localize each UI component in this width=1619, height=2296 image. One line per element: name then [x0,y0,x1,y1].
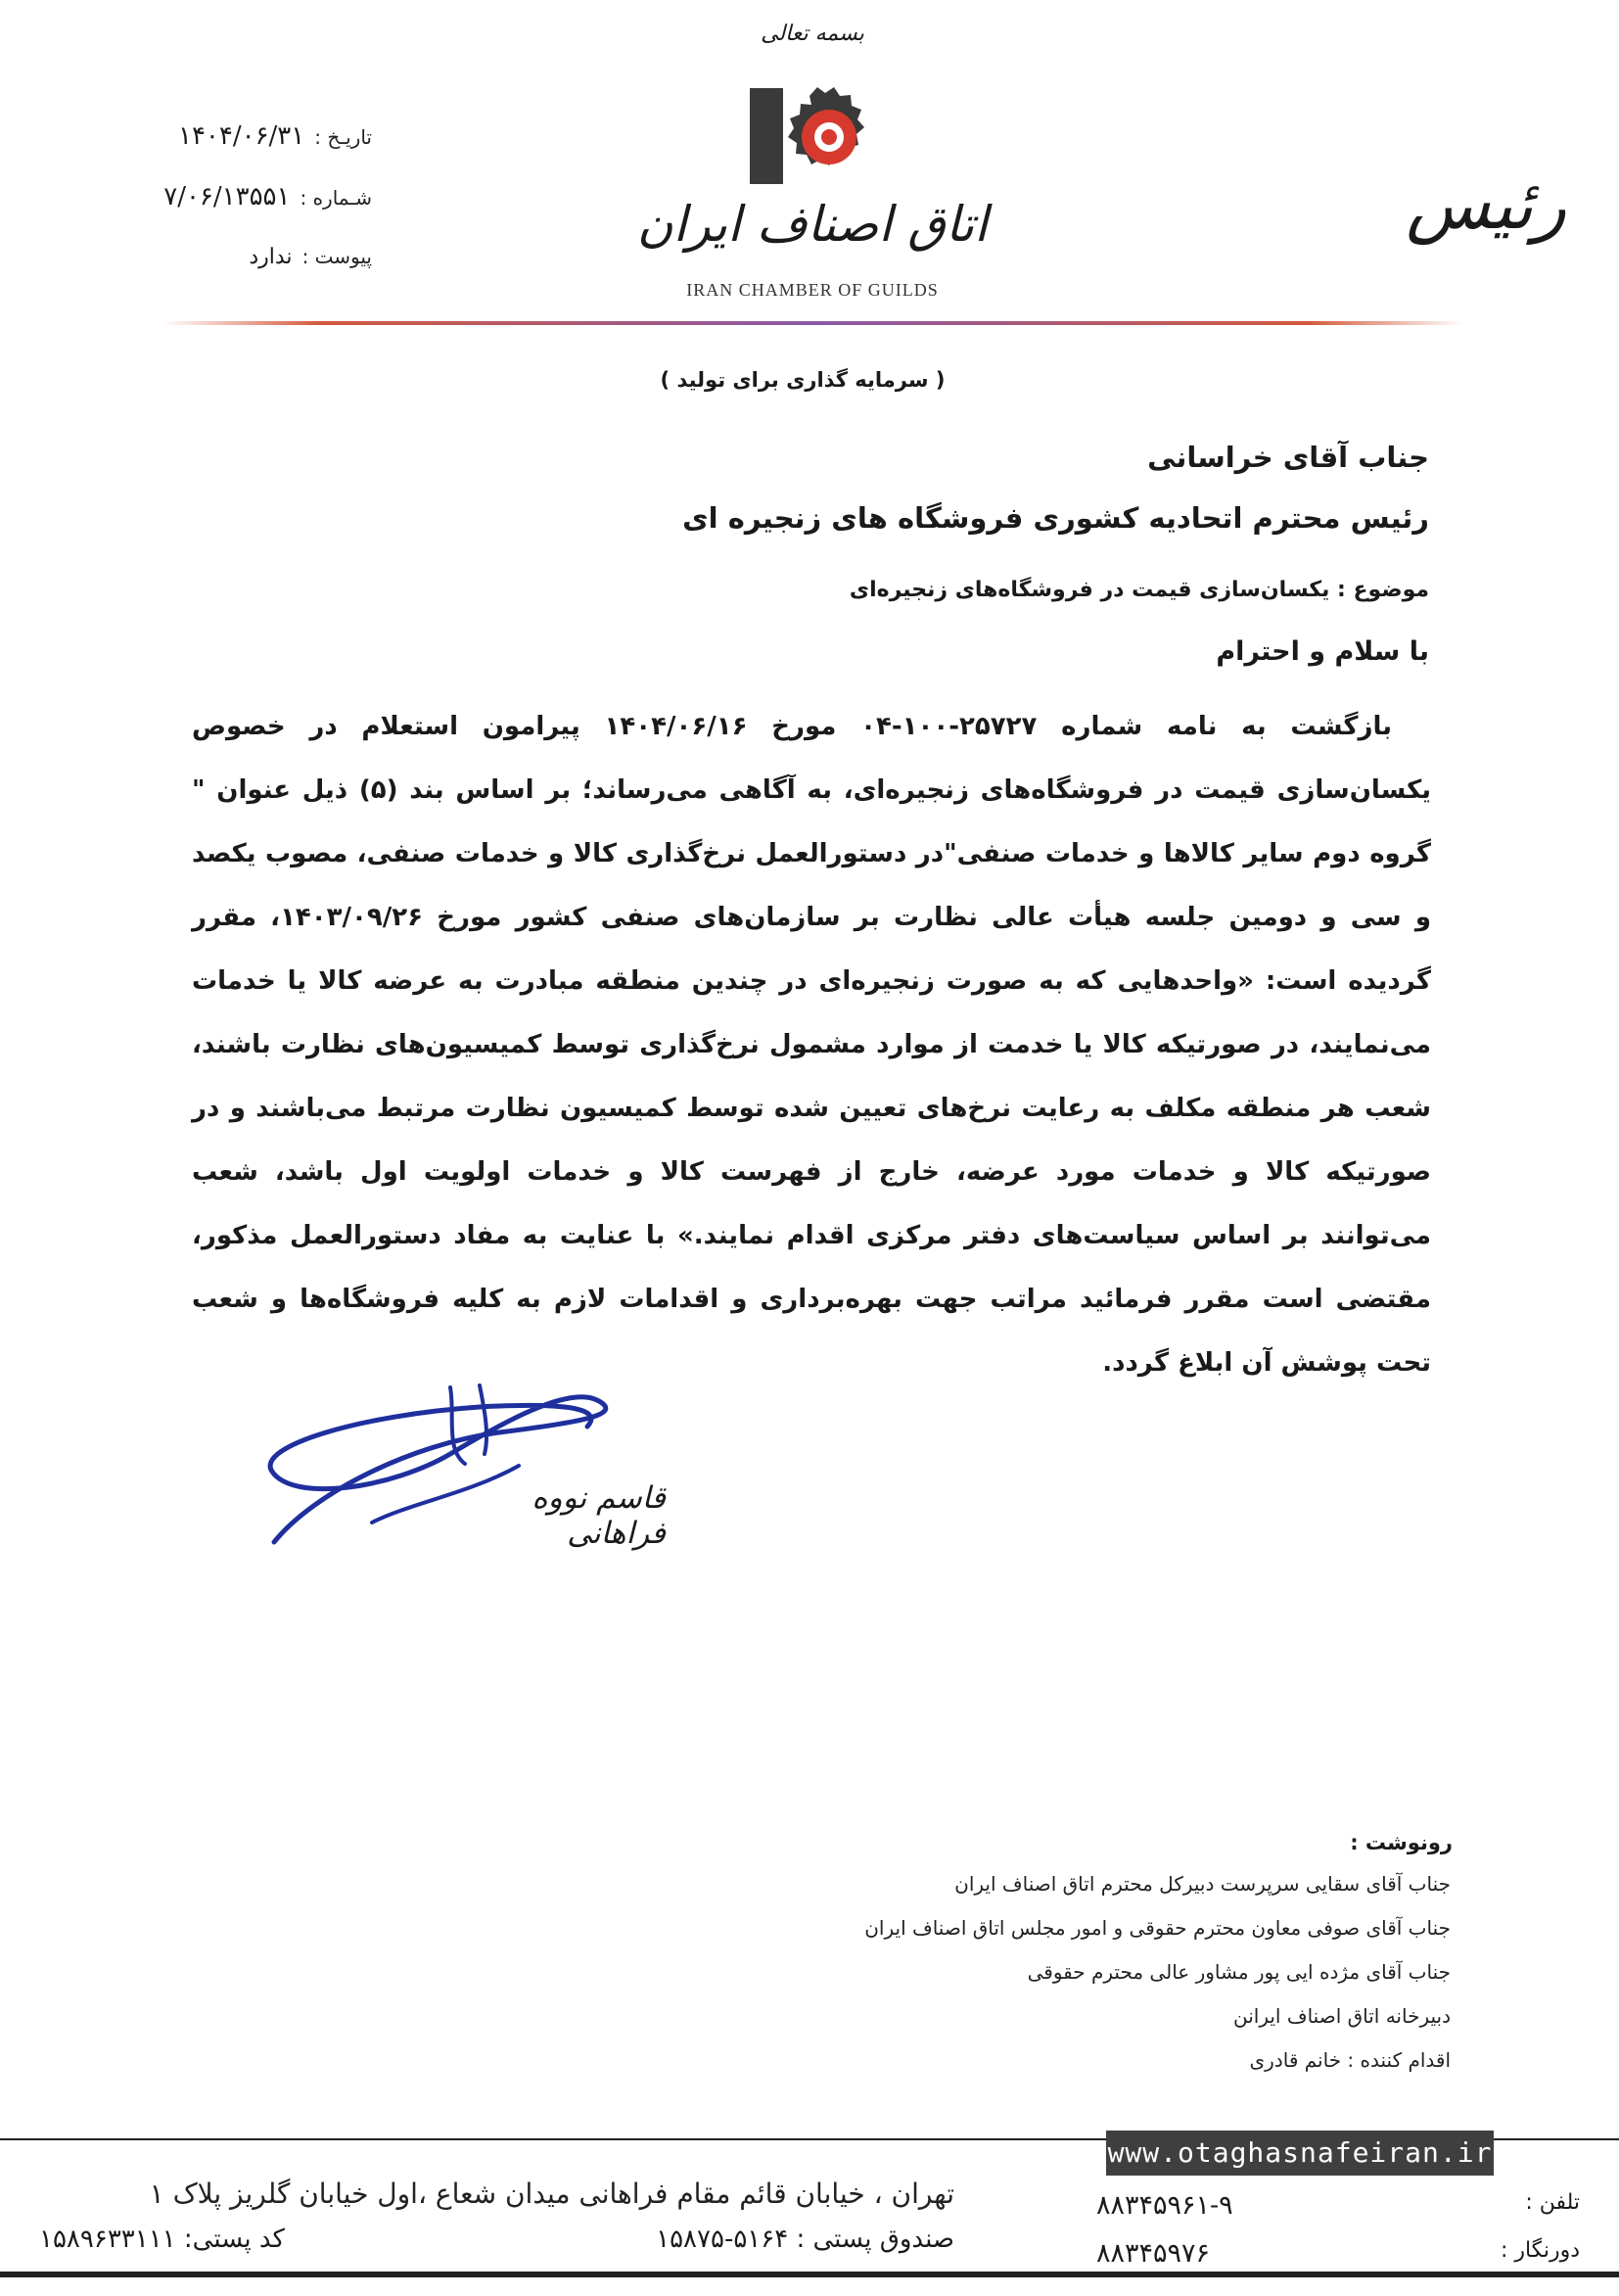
copies-title: رونوشت : [1350,1831,1453,1854]
tel-value: ۸۸۳۴۵۹۶۱-۹ [1096,2190,1233,2221]
org-name-english: IRAN CHAMBER OF GUILDS [686,280,939,300]
attachment-value: ندارد [249,245,293,269]
fax-value: ۸۸۳۴۵۹۷۶ [1096,2238,1211,2269]
addressee-title: رئیس محترم اتحادیه کشوری فروشگاه های زنجیره ای [682,501,1429,535]
copy-recipient: جناب آقای سقایی سرپرست دبیرکل محترم اتاق اصناف ایران [954,1872,1451,1896]
addressee-name: جناب آقای خراسانی [1147,441,1429,474]
tel-label: تلفن : [1525,2190,1580,2215]
org-name-persian: اتاق اصناف ایران [636,196,989,253]
attachment-field [108,245,372,282]
postal-info [39,2225,954,2264]
sender-title: رئیس [1406,164,1566,245]
date-label: تاریـخ : [314,125,372,149]
postal-code: کد پستی: ۱۵۸۹۶۳۳۱۱۱ [39,2225,285,2254]
slogan: ( سرمایه گذاری برای تولید ) [660,368,946,392]
copy-recipient: جناب آقای مژده ایی پور مشاور عالی محترم حقوقی [1027,1960,1451,1984]
copy-recipient: اقدام کننده : خانم قادری [1249,2048,1451,2072]
greeting: با سلام و احترام [1216,636,1429,667]
number-label: شـماره : [300,186,372,210]
attachment-label: پیوست : [301,245,372,268]
header-divider [162,321,1464,325]
date-value: ۱۴۰۴/۰۶/۳۱ [178,121,305,151]
logo-dark-block [750,88,783,184]
copy-recipient: دبیرخانه اتاق اصناف ایرانن [1232,2004,1451,2028]
fax-label: دورنگار : [1500,2238,1580,2263]
footer-bottom-band [0,2272,1619,2296]
signer-name: قاسم نووه فراهانی [532,1480,666,1551]
number-field [108,182,372,219]
number-value: ۷/۰۶/۱۳۵۵۱ [163,182,291,211]
postal-address: تهران ، خیابان قائم مقام فراهانی میدان شعاع ،اول خیابان گلریز پلاک ۱ [149,2178,954,2210]
website-link[interactable]: www.otaghasnafeiran.ir [1106,2131,1494,2176]
org-logo [736,80,883,200]
copy-recipient: جناب آقای صوفی معاون محترم حقوقی و امور مجلس اتاق اصناف ایران [864,1916,1451,1940]
po-box: صندوق پستی : ۵۱۶۴-۱۵۸۷۵ [656,2225,954,2254]
subject-line: موضوع : یکسان‌سازی قیمت در فروشگاه‌های زنجیره‌ای [849,578,1429,602]
letter-body: بازگشت به نامه شماره ۲۵۷۲۷-۱۰۰-۰۴ مورخ ۱۴۰۴/۰۶/۱۶ پیرامون استعلام در خصوص یکسان‌سازی قیمت در فروشگاه‌های زنجیره‌ای، به آگاهی می‌رساند؛ بر اساس بند (۵) ذیل عنوان " گروه دوم سایر کالاها و خدمات صنفی"در دستورالعمل نرخ‌گذاری کالا و خدمات صنفی، مصوب یکصد و سی و دومین جلسه هیأت عالی نظارت بر سازمان‌های صنفی کشور مورخ ۱۴۰۳/۰۹/۲۶، مقرر گردیده است: «واحدهایی که به صورت زنجیره‌ای در چندین منطقه مبادرت به عرضه کالا یا خدمات می‌نمایند، در صورتیکه کالا یا خدمت از موارد مشمول نرخ‌گذاری توسط کمیسیون‌های نظارت باشند، شعب هر منطقه مکلف به رعایت نرخ‌های تعیین شده توسط کمیسیون نظارت مرتبط می‌باشند و در صورتیکه کالا و خدمات مورد عرضه، خارج از فهرست کالا و خدمات اولویت اول باشد، شعب می‌توانند بر اساس سیاست‌های دفتر مرکزی اقدام نمایند.» با عنایت به مفاد دستورالعمل مذکور، مقتضی است مقرر فرمائید مراتب جهت بهره‌برداری و اقدامات لازم به کلیه فروشگاه‌ها و شعب تحت پوشش آن ابلاغ گردد. [192,712,1431,1378]
date-field [108,121,372,159]
bismillah-calligraphy: بسمه تعالی [761,22,864,46]
copies-list [570,1862,1451,2083]
